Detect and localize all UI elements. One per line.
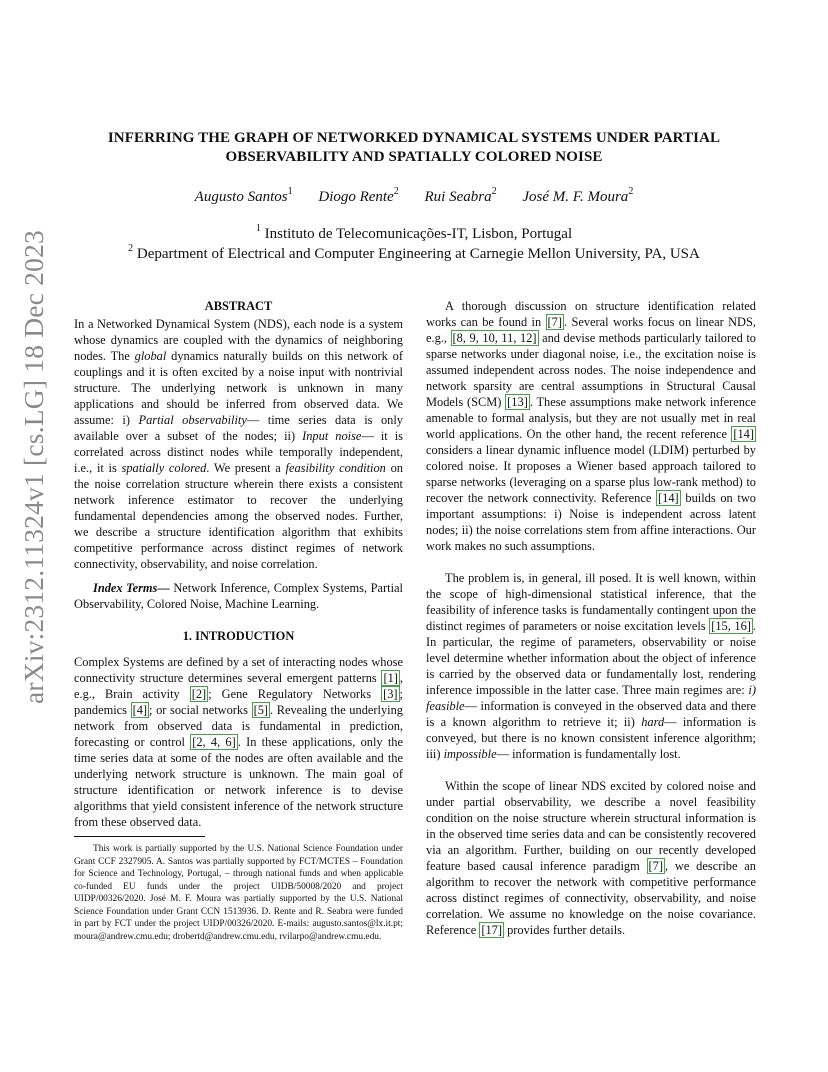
- footnote-divider: [74, 836, 205, 837]
- author: Augusto Santos$^1$: [194, 186, 293, 205]
- citation-link[interactable]: [17]: [481, 923, 502, 937]
- right-column: [426, 298, 756, 938]
- introduction-paragraph: Complex Systems are defined by a set of interacting nodes whose connectivity structure determines several emergent patterns [1] , e.g., Brain activity [2] ; Gene Regulatory Networks [3] ; pandemics [4] ; or social networks [5] . Revealing the underlying network from observed data is fundamental in prediction, forecasting or control [2, 4, 6] . In these applications, only the time series data at some of the nodes are often available and the underlying network structure is unknown. The main goal of structure identification or network inference is to devise algorithms that yield consistent inference of the network structure from these observed data.: [74, 655, 403, 829]
- abstract-body: In a Networked Dynamical System (NDS), each node is a system whose dynamics are coupled with the dynamics of neighboring nodes. The global dynamics naturally builds on this network of couplings and it is often excited by a noise input with nontrivial structure. The underlying network is unknown in many applications and should be inferred from observed data. We assume: i) Partial observability— time series data is only available over a subset of the nodes; ii) Input noise— it is correlated across distinct nodes while temporally independent, i.e., it is spatially colored. We present a feasibility condition on the noise correlation structure wherein there exists a consistent network inference estimator to recover the underlying fundamental dependencies among the observed nodes. Further, we describe a structure identification algorithm that exhibits competitive performance across distinct regimes of network connectivity, observability, and noise correlation.: [74, 317, 404, 571]
- citation-link[interactable]: [1]: [383, 671, 398, 685]
- left-column: [74, 298, 403, 943]
- title-line-2: OBSERVABILITY AND SPATIALLY COLORED NOISE: [225, 149, 603, 165]
- author: Diogo Rente$^2$: [318, 186, 399, 205]
- related-work-paragraph: A thorough discussion on structure identification related works can be found in [7] . Several works focus on linear NDS, e.g., [8, 9, 10, 11, 12] and devise methods particularly tailored to sparse networks under diagonal noise, i.e., the excitation noise is assumed independent across nodes. The noise independence and network sparsity are central assumptions in Structural Causal Models (SCM) [13] . These assumptions make network inference amenable to formal analysis, but they are not usually met in real world applications. On the other hand, the recent reference [14] considers a linear dynamic influence model (LDIM) perturbed by colored noise. It proposes a Wiener based approach tailored to sparse networks (leveraging on a sparse plus low-rank method) to recover the network connectivity. Reference [14] builds on two important assumptions: i) Noise is independent across latent nodes; ii) the noise correlations stem from affine interactions. Our work makes no such assumptions.: [426, 299, 756, 553]
- citation-link[interactable]: [8, 9, 10, 11, 12]: [452, 331, 537, 345]
- citation-link[interactable]: [13]: [507, 395, 528, 409]
- author: José M. F. Moura$^2$: [522, 186, 634, 205]
- paper-title: [60, 129, 768, 167]
- citation-link[interactable]: [7]: [648, 859, 663, 873]
- citation-link[interactable]: [7]: [547, 315, 562, 329]
- funding-footnote: This work is partially supported by the U.S. National Science Foundation under Grant CCF 2327905. A. Santos was partially supported by FCT/MCTES – Foundation for Science and Technology, Portugal, – through national funds and when applicable co-funded EU funds under the project UIDB/50008/2020 and project UIDP/00326/2020. José M. F. Moura was partially supported by the U.S. National Science Foundation under Grant CCN 1513936. D. Rente and R. Seabra were funded in part by FCT under the project UIDP/00326/2020. E-mails: augusto.santos@lx.it.pt; moura@andrew.cmu.edu; drobertd@andrew.cmu.edu, rvilarpo@andrew.cmu.edu.: [74, 844, 403, 942]
- citation-link[interactable]: [5]: [253, 703, 269, 717]
- contribution-paragraph: Within the scope of linear NDS excited by colored noise and under partial observability, we describe a novel feasibility condition on the noise structure wherein structural information is in the observed time series data and can be consistently recovered via an algorithm. Further, building on our recently developed feature based causal inference paradigm [7] , we describe an algorithm to recover the network with competitive performance across distinct regimes of connectivity, observability, and noise correlation. We assume no knowledge on the noise covariance. Reference [17] provides further details.: [426, 779, 756, 937]
- ill-posed-paragraph: The problem is, in general, ill posed. It is well known, within the scope of high-dimensional statistical inference, that the feasibility of inference tasks is fundamentally contingent upon the distinct regimes of parameters or noise excitation levels [15, 16] . In particular, the regime of parameters, observability or noise level determine whether information about the object of inference is carried by the observed data or fundamentally lost, rendering inference impossible in the latter case. Three main regimes are: i) feasible— information is conveyed in the observed data and there is a known algorithm to retrieve it; ii) hard— information is conveyed, but there is no known consistent inference algorithm; iii) impossible— information is fundamentally lost.: [426, 571, 756, 761]
- affiliation: $^1$ Instituto de Telecomunicações-IT, Lisbon, Portugal: [255, 223, 573, 242]
- citation-link[interactable]: [2, 4, 6]: [192, 735, 236, 749]
- abstract-heading: ABSTRACT: [204, 299, 273, 313]
- citation-link[interactable]: [4]: [132, 703, 148, 717]
- author-list: [60, 187, 768, 206]
- citation-link[interactable]: [3]: [383, 687, 398, 701]
- title-line-1: INFERRING THE GRAPH OF NETWORKED DYNAMICAL SYSTEMS UNDER PARTIAL: [107, 130, 721, 146]
- arxiv-identifier-stamp: arXiv:2312.11324v1 [cs.LG] 18 Dec 2023: [18, 230, 49, 704]
- citation-link[interactable]: [2]: [191, 687, 207, 701]
- citation-link[interactable]: [15, 16]: [711, 619, 751, 633]
- index-terms: Index Terms— Network Inference, Complex Systems, Partial Observability, Colored Noise, Machine Learning.: [74, 581, 404, 611]
- introduction-heading: 1. INTRODUCTION: [182, 629, 295, 643]
- author: Rui Seabra$^2$: [424, 186, 497, 205]
- citation-link[interactable]: [14]: [733, 427, 754, 441]
- affiliation: $^2$ Department of Electrical and Computer Engineering at Carnegie Mellon University, PA, USA: [128, 243, 700, 262]
- citation-link[interactable]: [14]: [658, 491, 679, 505]
